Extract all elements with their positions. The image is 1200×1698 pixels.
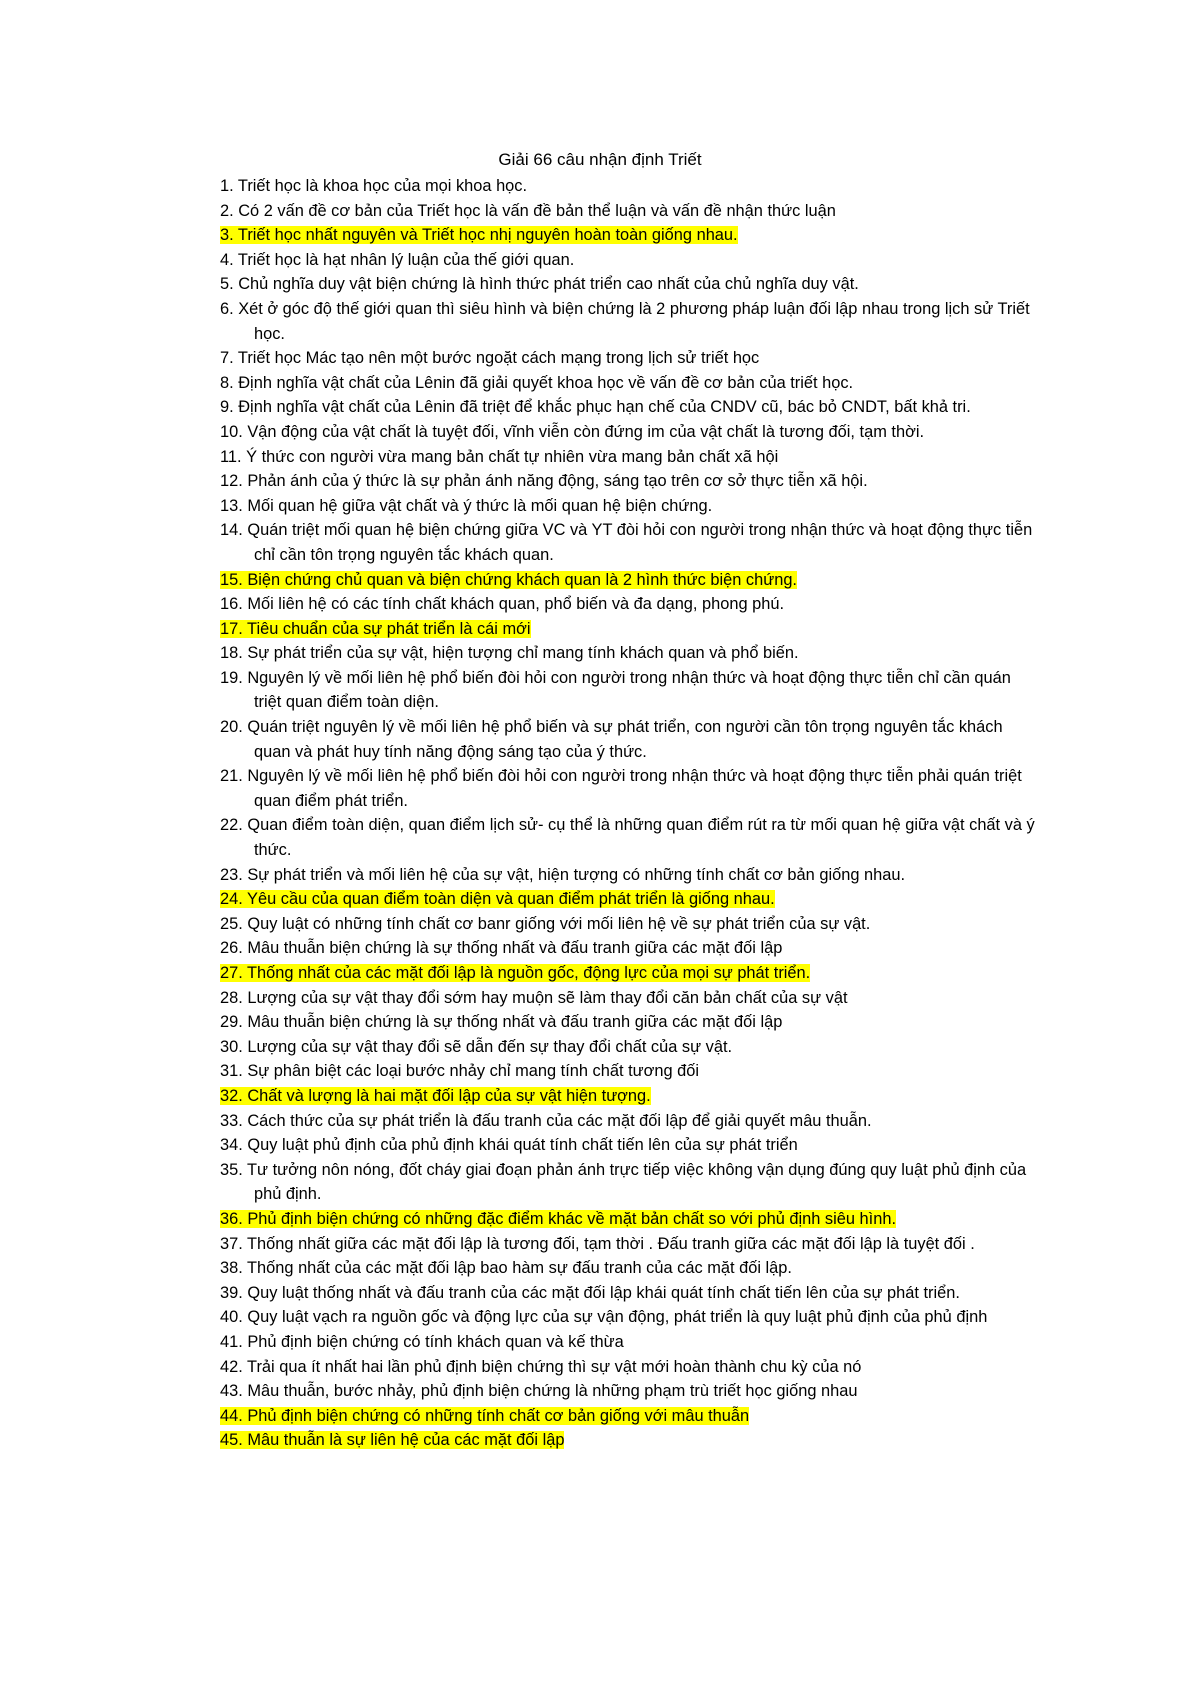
statement-text: 9. Định nghĩa vật chất của Lênin đã triệt để khắc phục hạn chế của CNDV cũ, bác bỏ CNDT, bất khả tri. xyxy=(220,398,971,417)
statement-item xyxy=(220,1010,1040,1035)
statement-text: 14. Quán triệt mối quan hệ biện chứng giữa VC và YT đòi hỏi con người trong nhận thức và hoạt động thực tiễn chỉ cần tôn trọng nguyên tắc khách quan. xyxy=(220,521,1033,564)
statement-item xyxy=(220,518,1040,567)
statement-text: 31. Sự phân biệt các loại bước nhảy chỉ mang tính chất tương đối xyxy=(220,1062,700,1081)
statement-text: 45. Mâu thuẫn là sự liên hệ của các mặt đối lập xyxy=(220,1431,565,1450)
statement-text: 8. Định nghĩa vật chất của Lênin đã giải quyết khoa học về vấn đề cơ bản của triết học. xyxy=(220,373,854,392)
statement-list xyxy=(220,174,1040,1453)
statement-text: 29. Mâu thuẫn biện chứng là sự thống nhất và đấu tranh giữa các mặt đối lập xyxy=(220,1013,783,1032)
statement-text: 28. Lượng của sự vật thay đổi sớm hay muộn sẽ làm thay đổi căn bản chất của sự vật xyxy=(220,988,848,1007)
statement-item xyxy=(220,1305,1040,1330)
statement-text: 17. Tiêu chuẩn của sự phát triển là cái mới xyxy=(220,619,531,638)
statement-item xyxy=(220,469,1040,494)
statement-text: 4. Triết học là hạt nhân lý luận của thế giới quan. xyxy=(220,250,575,269)
statement-text: 18. Sự phát triển của sự vật, hiện tượng chỉ mang tính khách quan và phổ biến. xyxy=(220,644,799,663)
statement-item xyxy=(220,1109,1040,1134)
statement-text: 7. Triết học Mác tạo nên một bước ngoặt cách mạng trong lịch sử triết học xyxy=(220,349,760,368)
statement-item xyxy=(220,371,1040,396)
statement-text: 5. Chủ nghĩa duy vật biện chứng là hình thức phát triển cao nhất của chủ nghĩa duy vật. xyxy=(220,275,859,294)
statement-text: 3. Triết học nhất nguyên và Triết học nhị nguyên hoàn toàn giống nhau. xyxy=(220,226,738,245)
statement-text: 26. Mâu thuẫn biện chứng là sự thống nhất và đấu tranh giữa các mặt đối lập xyxy=(220,939,783,958)
statement-item xyxy=(220,272,1040,297)
statement-item xyxy=(220,1207,1040,1232)
statement-item xyxy=(220,1256,1040,1281)
statement-item xyxy=(220,887,1040,912)
statement-item xyxy=(220,666,1040,715)
statement-text: 15. Biện chứng chủ quan và biện chứng khách quan là 2 hình thức biện chứng. xyxy=(220,570,797,589)
statement-text: 25. Quy luật có những tính chất cơ banr giống với mối liên hệ về sự phát triển của sự vật. xyxy=(220,914,871,933)
statement-text: 30. Lượng của sự vật thay đổi sẽ dẫn đến sự thay đổi chất của sự vật. xyxy=(220,1037,733,1056)
statement-text: 35. Tư tưởng nôn nóng, đốt cháy giai đoạn phản ánh trực tiếp việc không vận dụng đúng quy luật phủ định của phủ định. xyxy=(220,1160,1027,1204)
statement-item xyxy=(220,1133,1040,1158)
statement-item xyxy=(220,445,1040,470)
statement-text: 44. Phủ định biện chứng có những tính chất cơ bản giống với mâu thuẫn xyxy=(220,1406,750,1425)
statement-text: 2. Có 2 vấn đề cơ bản của Triết học là vấn đề bản thể luận và vấn đề nhận thức luận xyxy=(220,201,836,220)
statement-text: 39. Quy luật thống nhất và đấu tranh của các mặt đối lập khái quát tính chất tiến lên của sự phát triển. xyxy=(220,1283,960,1302)
statement-text: 41. Phủ định biện chứng có tính khách quan và kế thừa xyxy=(220,1332,624,1351)
statement-text: 43. Mâu thuẫn, bước nhảy, phủ định biện chứng là những phạm trù triết học giống nhau xyxy=(220,1382,858,1401)
statement-text: 13. Mối quan hệ giữa vật chất và ý thức là mối quan hệ biện chứng. xyxy=(220,496,713,515)
statement-text: 27. Thống nhất của các mặt đối lập là nguồn gốc, động lực của mọi sự phát triển. xyxy=(220,964,811,982)
statement-item xyxy=(220,395,1040,420)
statement-item xyxy=(220,1035,1040,1060)
statement-item xyxy=(220,346,1040,371)
statement-item xyxy=(220,568,1040,593)
statement-text: 19. Nguyên lý về mối liên hệ phổ biến đòi hỏi con người trong nhận thức và hoạt động thực tiễn chỉ cần quán triệt quan điểm toàn diện. xyxy=(220,668,1011,712)
statement-item xyxy=(220,592,1040,617)
statement-item xyxy=(220,223,1040,248)
statement-item xyxy=(220,1158,1040,1207)
statement-item xyxy=(220,1281,1040,1306)
statement-item xyxy=(220,641,1040,666)
statement-text: 38. Thống nhất của các mặt đối lập bao hàm sự đấu tranh của các mặt đối lập. xyxy=(220,1259,792,1278)
statement-item xyxy=(220,1084,1040,1109)
statement-item xyxy=(220,813,1040,862)
statement-text: 22. Quan điểm toàn diện, quan điểm lịch sử- cụ thể là những quan điểm rút ra từ mối quan hệ giữa vật chất và ý thức. xyxy=(220,816,1035,860)
statement-item xyxy=(220,1428,1040,1453)
statement-item xyxy=(220,1404,1040,1429)
statement-text: 16. Mối liên hệ có các tính chất khách quan, phổ biến và đa dạng, phong phú. xyxy=(220,595,785,614)
statement-text: 32. Chất và lượng là hai mặt đối lập của sự vật hiện tượng. xyxy=(220,1086,651,1105)
statement-item xyxy=(220,863,1040,888)
statement-text: 6. Xét ở góc độ thế giới quan thì siêu hình và biện chứng là 2 phương pháp luận đối lập nhau trong lịch sử Triết học. xyxy=(220,299,1030,343)
statement-text: 23. Sự phát triển và mối liên hệ của sự vật, hiện tượng có những tính chất cơ bản giống nhau. xyxy=(220,865,906,884)
statement-text: 37. Thống nhất giữa các mặt đối lập là tương đối, tạm thời . Đấu tranh giữa các mặt đối lập là tuyệt đối . xyxy=(220,1234,975,1253)
statement-item xyxy=(220,912,1040,937)
document-title: Giải 66 câu nhận định Triết xyxy=(498,150,702,169)
statement-text: 12. Phản ánh của ý thức là sự phản ánh năng động, sáng tạo trên cơ sở thực tiễn xã hội. xyxy=(220,472,868,491)
statement-item xyxy=(220,715,1040,764)
statement-item xyxy=(220,986,1040,1011)
statement-item xyxy=(220,617,1040,642)
statement-item xyxy=(220,297,1040,346)
statement-item xyxy=(220,1059,1040,1084)
statement-text: 21. Nguyên lý về mối liên hệ phổ biến đòi hỏi con người trong nhận thức và hoạt động thực tiễn phải quán triệt quan điểm phát triển. xyxy=(220,767,1022,810)
statement-text: 36. Phủ định biện chứng có những đặc điểm khác về mặt bản chất so với phủ định siêu hình. xyxy=(220,1209,897,1228)
statement-text: 10. Vận động của vật chất là tuyệt đối, vĩnh viễn còn đứng im của vật chất là tương đối, tạm thời. xyxy=(220,422,925,441)
statement-text: 20. Quán triệt nguyên lý về mối liên hệ phổ biến và sự phát triển, con người cần tôn trọng nguyên tắc khách quan và phát huy tính năng động sáng tạo của ý thức. xyxy=(220,718,1003,761)
statement-item xyxy=(220,1330,1040,1355)
statement-text: 1. Triết học là khoa học của mọi khoa học. xyxy=(220,177,528,195)
statement-item xyxy=(220,936,1040,961)
statement-item xyxy=(220,764,1040,813)
statement-item xyxy=(220,1232,1040,1257)
statement-item xyxy=(220,494,1040,519)
statement-text: 40. Quy luật vạch ra nguồn gốc và động lực của sự vận động, phát triển là quy luật phủ định của phủ định xyxy=(220,1308,988,1327)
statement-item xyxy=(220,420,1040,445)
statement-item xyxy=(220,248,1040,273)
statement-item xyxy=(220,1355,1040,1380)
statement-text: 33. Cách thức của sự phát triển là đấu tranh của các mặt đối lập để giải quyết mâu thuẫn. xyxy=(220,1111,872,1130)
statement-item xyxy=(220,199,1040,224)
statement-item xyxy=(220,961,1040,986)
statement-text: 11. Ý thức con người vừa mang bản chất tự nhiên vừa mang bản chất xã hội xyxy=(220,447,779,466)
statement-item xyxy=(220,174,1040,199)
statement-text: 24. Yêu cầu của quan điểm toàn diện và quan điểm phát triển là giống nhau. xyxy=(220,890,775,909)
statement-text: 34. Quy luật phủ định của phủ định khái quát tính chất tiến lên của sự phát triển xyxy=(220,1136,798,1155)
statement-item xyxy=(220,1379,1040,1404)
statement-text: 42. Trải qua ít nhất hai lần phủ định biện chứng thì sự vật mới hoàn thành chu kỳ của nó xyxy=(220,1357,862,1376)
